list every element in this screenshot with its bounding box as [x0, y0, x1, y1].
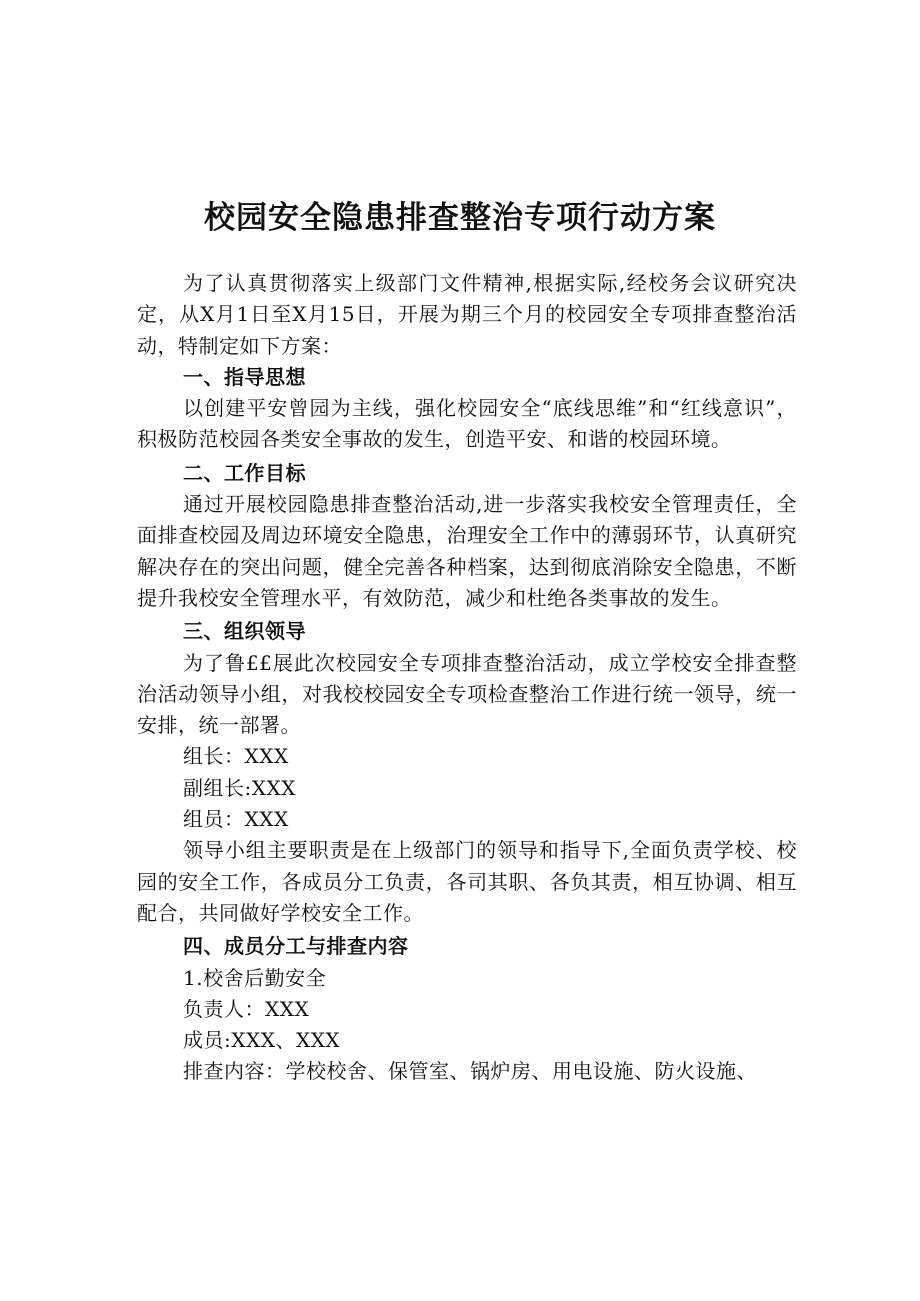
group-duties-paragraph: 领导小组主要职责是在上级部门的领导和指导下,全面负责学校、校园的安全工作，各成员分工负责，各司其职、各负其责，相互协调、相互配合，共同做好学校安全工作。	[137, 838, 797, 925]
group-members-line: 组员：XXX	[183, 807, 289, 832]
guiding-ideology-paragraph: 以创建平安曾园为主线，强化校园安全“底线思维”和“红线意识”，积极防范校园各类安全事故的发生，创造平安、和谐的校园环境。	[137, 396, 797, 452]
item1-members: 成员:XXX、XXX	[183, 1028, 341, 1053]
document-title: 校园安全隐患排查整治专项行动方案	[204, 200, 716, 236]
item1-title: 1.校舍后勤安全	[183, 965, 327, 990]
organization-paragraph: 为了鲁££展此次校园安全专项排查整治活动，成立学校安全排查整治活动领导小组，对我校校园安全专项检查整治工作进行统一领导，统一安排，统一部署。	[137, 650, 797, 738]
deputy-leader-line: 副组长:XXX	[183, 775, 296, 800]
item1-content: 排查内容：学校校舍、保管室、锅炉房、用电设施、防火设施、	[183, 1059, 757, 1084]
section-heading-division-of-labor: 四、成员分工与排查内容	[183, 934, 409, 959]
section-heading-organization: 三、组织领导	[183, 619, 306, 644]
document-body	[137, 268, 797, 1088]
item1-owner: 负责人：XXX	[183, 996, 310, 1021]
section-heading-work-goals: 二、工作目标	[183, 460, 306, 485]
intro-paragraph: 为了认真贯彻落实上级部门文件精神,根据实际,经校务会议研究决定，从X月1日至X月15日，开展为期三个月的校园安全专项排查整治活动，特制定如下方案：	[137, 271, 797, 358]
group-leader-line: 组长：XXX	[183, 744, 289, 769]
work-goals-paragraph: 通过开展校园隐患排查整治活动,进一步落实我校安全管理责任，全面排查校园及周边环境安全隐患，治理安全工作中的薄弱环节，认真研究解决存在的突出问题，健全完善各种档案，达到彻底消除安全隐患，不断提升我校安全管理水平，有效防范，减少和杜绝各类事故的发生。	[137, 492, 797, 610]
section-heading-guiding-ideology: 一、指导思想	[183, 364, 306, 389]
